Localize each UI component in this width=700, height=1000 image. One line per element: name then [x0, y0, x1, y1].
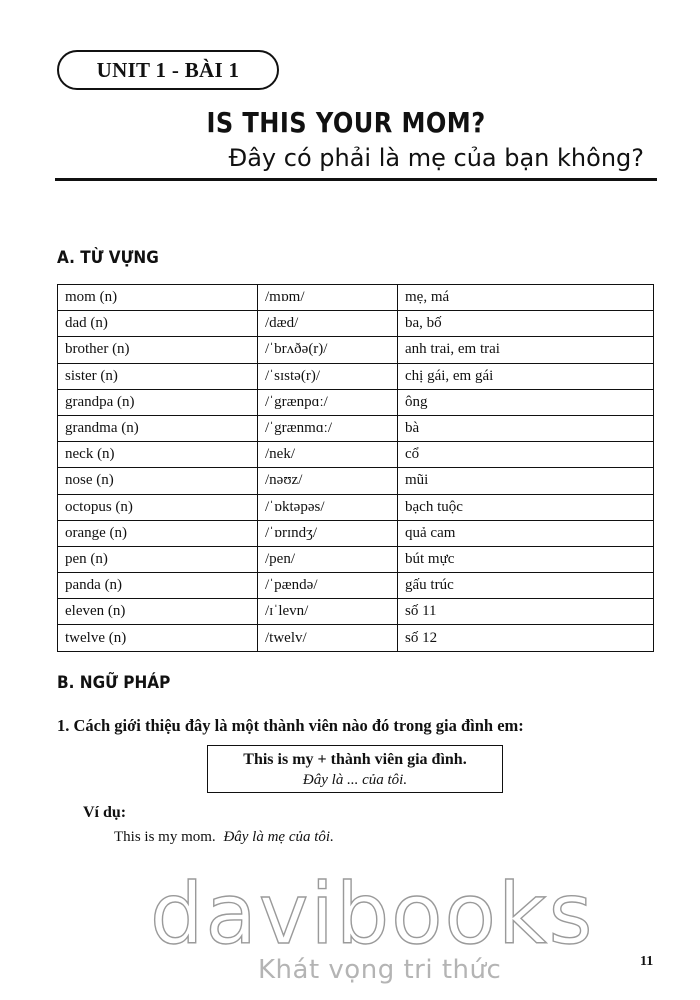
vocab-ipa: /dæd/ — [258, 311, 398, 337]
vocab-meaning: quả cam — [398, 520, 654, 546]
table-row — [58, 285, 654, 311]
table-row — [58, 546, 654, 572]
vocab-word: orange (n) — [58, 520, 258, 546]
vocab-meaning: cổ — [398, 442, 654, 468]
vocab-word: sister (n) — [58, 363, 258, 389]
table-row — [58, 520, 654, 546]
vocab-meaning: bút mực — [398, 546, 654, 572]
watermark-logo: davibooks — [150, 865, 595, 963]
lesson-title: IS THIS YOUR MOM? — [206, 106, 486, 139]
example-english: This is my mom. — [114, 829, 216, 845]
vocab-ipa: /ˈsɪstə(r)/ — [258, 363, 398, 389]
vocab-ipa: /twelv/ — [258, 625, 398, 651]
vocab-ipa: /ˈpændə/ — [258, 573, 398, 599]
vocab-ipa: /ɪˈlevn/ — [258, 599, 398, 625]
vocab-ipa: /mɒm/ — [258, 285, 398, 311]
unit-label: UNIT 1 - BÀI 1 — [57, 50, 279, 90]
example-label: Ví dụ: — [83, 804, 127, 821]
table-row — [58, 442, 654, 468]
vocab-meaning: gấu trúc — [398, 573, 654, 599]
watermark-tagline: Khát vọng tri thức — [258, 955, 502, 985]
vocab-meaning: số 12 — [398, 625, 654, 651]
table-row — [58, 389, 654, 415]
vocab-ipa: /ˈbrʌðə(r)/ — [258, 337, 398, 363]
table-row — [58, 468, 654, 494]
formula-text: This is my + thành viên gia đình. — [243, 751, 467, 768]
vocab-ipa: /pen/ — [258, 546, 398, 572]
vocab-meaning: ông — [398, 389, 654, 415]
vocab-ipa: /nəʊz/ — [258, 468, 398, 494]
table-row — [58, 625, 654, 651]
vocab-ipa: /nek/ — [258, 442, 398, 468]
example-vietnamese: Đây là mẹ của tôi. — [223, 829, 334, 845]
vocab-word: eleven (n) — [58, 599, 258, 625]
vocab-meaning: số 11 — [398, 599, 654, 625]
vocab-word: grandpa (n) — [58, 389, 258, 415]
vocab-word: nose (n) — [58, 468, 258, 494]
section-b-heading: B. NGỮ PHÁP — [57, 673, 171, 693]
section-a-heading: A. TỪ VỰNG — [57, 248, 159, 268]
vocab-word: pen (n) — [58, 546, 258, 572]
page-number: 11 — [640, 954, 654, 969]
vocabulary-table — [57, 284, 654, 652]
table-row — [58, 363, 654, 389]
vocab-word: twelve (n) — [58, 625, 258, 651]
table-row — [58, 415, 654, 441]
vocab-meaning: chị gái, em gái — [398, 363, 654, 389]
vocab-ipa: /ˈgrænmɑː/ — [258, 415, 398, 441]
vocab-word: octopus (n) — [58, 494, 258, 520]
vocab-ipa: /ˈgrænpɑː/ — [258, 389, 398, 415]
vocab-word: panda (n) — [58, 573, 258, 599]
vocab-ipa: /ˈɒktəpəs/ — [258, 494, 398, 520]
vocab-word: grandma (n) — [58, 415, 258, 441]
vocab-word: brother (n) — [58, 337, 258, 363]
vocab-meaning: ba, bố — [398, 311, 654, 337]
vocab-word: neck (n) — [58, 442, 258, 468]
example-sentence — [114, 829, 334, 846]
grammar-point-1: 1. Cách giới thiệu đây là một thành viên nào đó trong gia đình em: — [57, 716, 524, 735]
lesson-subtitle: Đây có phải là mẹ của bạn không? — [228, 144, 644, 172]
vocab-meaning: bạch tuộc — [398, 494, 654, 520]
vocab-meaning: anh trai, em trai — [398, 337, 654, 363]
title-divider — [55, 178, 657, 181]
vocab-word: mom (n) — [58, 285, 258, 311]
table-row — [58, 494, 654, 520]
formula-translation: Đây là ... của tôi. — [302, 772, 408, 788]
table-row — [58, 599, 654, 625]
vocab-meaning: bà — [398, 415, 654, 441]
table-row — [58, 311, 654, 337]
table-row — [58, 573, 654, 599]
vocab-meaning: mẹ, má — [398, 285, 654, 311]
table-row — [58, 337, 654, 363]
vocab-word: dad (n) — [58, 311, 258, 337]
vocab-meaning: mũi — [398, 468, 654, 494]
formula-box — [207, 745, 503, 793]
vocab-ipa: /ˈɒrɪndʒ/ — [258, 520, 398, 546]
